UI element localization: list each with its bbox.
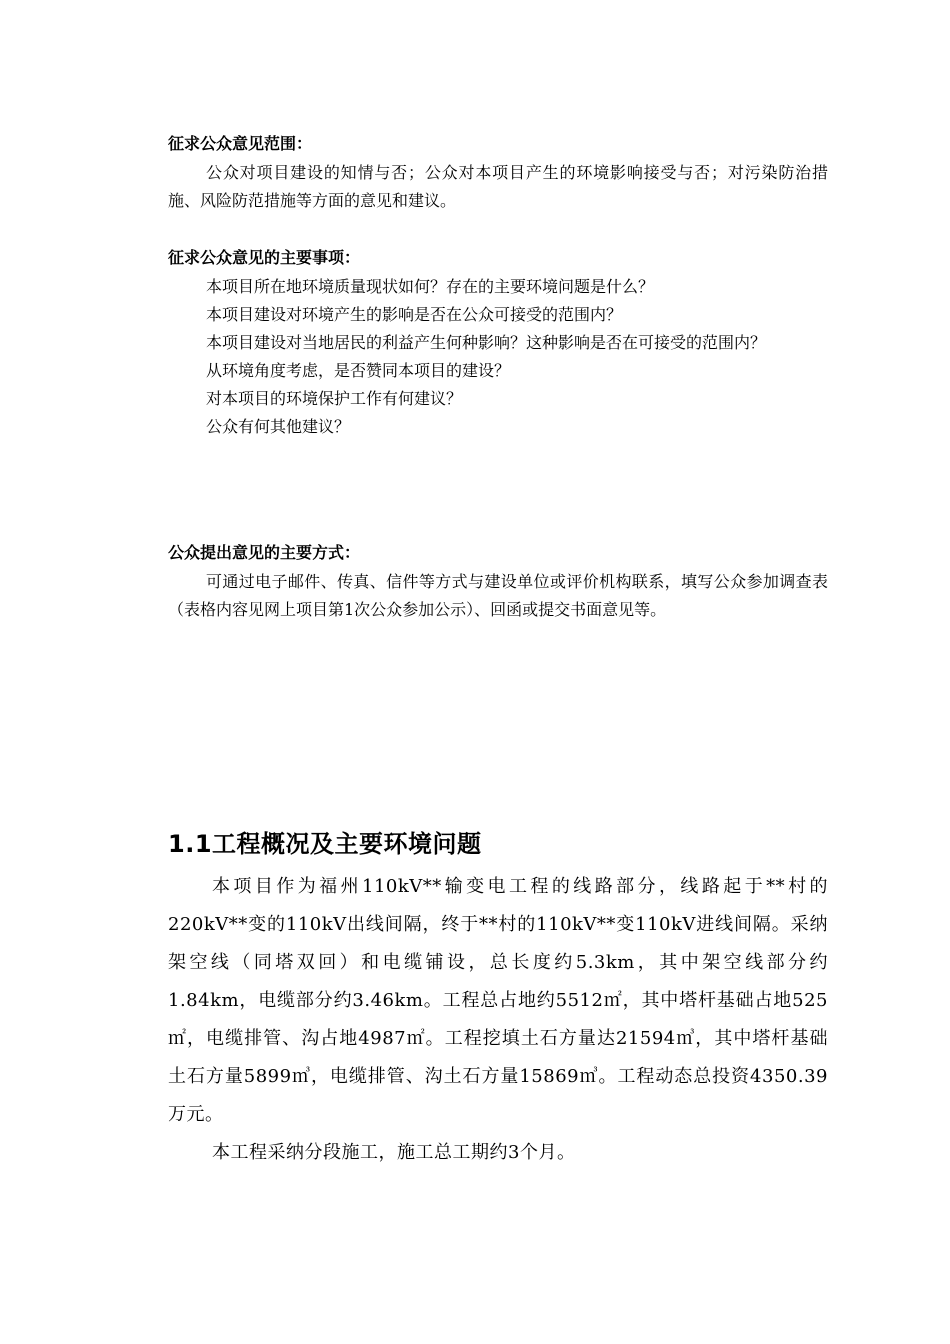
scope-paragraph: 公众对项目建设的知情与否；公众对本项目产生的环境影响接受与否；对污染防治措施、风险防范措施等方面的意见和建议。	[168, 163, 828, 210]
methods-paragraph: 可通过电子邮件、传真、信件等方式与建设单位或评价机构联系，填写公众参加调查表（表格内容见网上项目第1次公众参加公示）、回函或提交书面意见等。	[168, 572, 828, 619]
matters-item: 对本项目的环境保护工作有何建议？	[206, 389, 463, 408]
project-paragraph: 本项目作为福州110kV**输变电工程的线路部分，线路起于**村的220kV**变的110kV出线间隔，终于**村的110kV**变110kV进线间隔。采纳架空线（同塔双回）和电缆铺设，总长度约5.3km，其中架空线部分约1.84km，电缆部分约3.46km。工程总占地约5512㎡，其中塔杆基础占地525㎡，电缆排管、沟占地4987㎡。工程挖填土石方量达21594㎥，其中塔杆基础土石方量5899㎥，电缆排管、沟土石方量15869㎥。工程动态总投资4350.39万元。	[168, 876, 828, 1125]
matters-heading: 征求公众意见的主要事项：	[168, 248, 361, 267]
methods-section	[168, 541, 828, 624]
project-section	[168, 826, 828, 1172]
matters-item: 从环境角度考虑，是否赞同本项目的建设？	[206, 361, 511, 380]
scope-section	[168, 132, 828, 215]
project-heading: 1.1工程概况及主要环境问题	[168, 830, 482, 858]
matters-item: 公众有何其他建议？	[206, 417, 351, 436]
methods-heading: 公众提出意见的主要方式：	[168, 543, 361, 562]
matters-item: 本项目建设对当地居民的利益产生何种影响？这种影响是否在可接受的范围内？	[206, 333, 767, 352]
matters-item: 本项目建设对环境产生的影响是否在公众可接受的范围内？	[206, 305, 623, 324]
scope-heading: 征求公众意见范围：	[168, 134, 313, 153]
matters-item: 本项目所在地环境质量现状如何？存在的主要环境问题是什么？	[206, 277, 655, 296]
matters-section	[168, 246, 828, 441]
project-schedule-paragraph: 本工程采纳分段施工，施工总工期约3个月。	[212, 1142, 576, 1163]
